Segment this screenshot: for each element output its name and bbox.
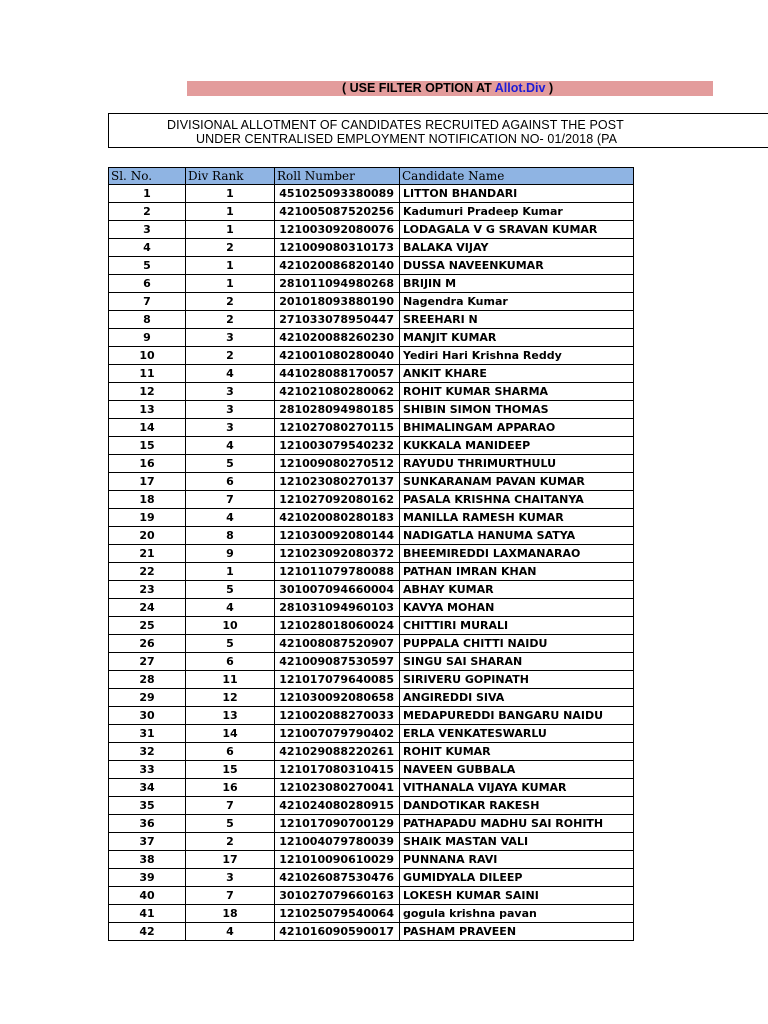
cell-sl-no: 11 <box>109 365 186 383</box>
table-row <box>109 617 634 635</box>
cell-sl-no: 4 <box>109 239 186 257</box>
cell-sl-no: 9 <box>109 329 186 347</box>
cell-candidate-name: BALAKA VIJAY <box>400 239 634 257</box>
cell-candidate-name: SHAIK MASTAN VALI <box>400 833 634 851</box>
cell-roll-number: 281011094980268 <box>275 275 400 293</box>
cell-roll-number: 421001080280040 <box>275 347 400 365</box>
cell-candidate-name: KAVYA MOHAN <box>400 599 634 617</box>
cell-candidate-name: DUSSA NAVEENKUMAR <box>400 257 634 275</box>
table-row <box>109 761 634 779</box>
cell-roll-number: 201018093880190 <box>275 293 400 311</box>
cell-roll-number: 421026087530476 <box>275 869 400 887</box>
cell-sl-no: 40 <box>109 887 186 905</box>
header-div-rank: Div Rank <box>186 168 275 185</box>
title-line-2: UNDER CENTRALISED EMPLOYMENT NOTIFICATION NO- 01/2018 (PA <box>196 132 618 146</box>
cell-sl-no: 16 <box>109 455 186 473</box>
cell-sl-no: 42 <box>109 923 186 941</box>
table-row <box>109 455 634 473</box>
cell-candidate-name: MEDAPUREDDI BANGARU NAIDU <box>400 707 634 725</box>
cell-roll-number: 121030092080144 <box>275 527 400 545</box>
cell-candidate-name: PASHAM PRAVEEN <box>400 923 634 941</box>
table-row <box>109 509 634 527</box>
cell-candidate-name: BHEEMIREDDI LAXMANARAO <box>400 545 634 563</box>
table-row <box>109 401 634 419</box>
cell-div-rank: 4 <box>186 365 275 383</box>
cell-roll-number: 421005087520256 <box>275 203 400 221</box>
cell-div-rank: 7 <box>186 887 275 905</box>
cell-candidate-name: Nagendra Kumar <box>400 293 634 311</box>
cell-div-rank: 2 <box>186 347 275 365</box>
table-row <box>109 671 634 689</box>
cell-candidate-name: PUPPALA CHITTI NAIDU <box>400 635 634 653</box>
cell-roll-number: 121023080270137 <box>275 473 400 491</box>
table-row <box>109 383 634 401</box>
cell-roll-number: 301027079660163 <box>275 887 400 905</box>
cell-sl-no: 26 <box>109 635 186 653</box>
cell-div-rank: 7 <box>186 491 275 509</box>
cell-roll-number: 121002088270033 <box>275 707 400 725</box>
cell-div-rank: 1 <box>186 203 275 221</box>
cell-div-rank: 2 <box>186 833 275 851</box>
table-row <box>109 581 634 599</box>
table-row <box>109 545 634 563</box>
table-row <box>109 473 634 491</box>
cell-sl-no: 37 <box>109 833 186 851</box>
cell-candidate-name: NAVEEN GUBBALA <box>400 761 634 779</box>
cell-candidate-name: BHIMALINGAM APPARAO <box>400 419 634 437</box>
cell-candidate-name: MANILLA RAMESH KUMAR <box>400 509 634 527</box>
table-row <box>109 221 634 239</box>
cell-candidate-name: Kadumuri Pradeep Kumar <box>400 203 634 221</box>
cell-candidate-name: LODAGALA V G SRAVAN KUMAR <box>400 221 634 239</box>
cell-div-rank: 12 <box>186 689 275 707</box>
filter-prefix: ( USE FILTER OPTION AT <box>342 81 495 95</box>
cell-candidate-name: ROHIT KUMAR <box>400 743 634 761</box>
cell-candidate-name: SUNKARANAM PAVAN KUMAR <box>400 473 634 491</box>
table-row <box>109 869 634 887</box>
cell-div-rank: 1 <box>186 257 275 275</box>
table-body <box>109 185 634 941</box>
cell-roll-number: 121017080310415 <box>275 761 400 779</box>
cell-roll-number: 121027080270115 <box>275 419 400 437</box>
cell-div-rank: 4 <box>186 923 275 941</box>
cell-div-rank: 17 <box>186 851 275 869</box>
cell-div-rank: 4 <box>186 599 275 617</box>
cell-roll-number: 281028094980185 <box>275 401 400 419</box>
cell-sl-no: 25 <box>109 617 186 635</box>
cell-div-rank: 5 <box>186 815 275 833</box>
cell-candidate-name: LOKESH KUMAR SAINI <box>400 887 634 905</box>
cell-roll-number: 121003079540232 <box>275 437 400 455</box>
cell-div-rank: 16 <box>186 779 275 797</box>
cell-div-rank: 2 <box>186 239 275 257</box>
cell-sl-no: 27 <box>109 653 186 671</box>
cell-sl-no: 7 <box>109 293 186 311</box>
cell-sl-no: 38 <box>109 851 186 869</box>
cell-sl-no: 8 <box>109 311 186 329</box>
cell-div-rank: 6 <box>186 743 275 761</box>
filter-banner <box>187 81 713 96</box>
cell-sl-no: 10 <box>109 347 186 365</box>
cell-sl-no: 35 <box>109 797 186 815</box>
cell-sl-no: 14 <box>109 419 186 437</box>
table-row <box>109 833 634 851</box>
cell-div-rank: 8 <box>186 527 275 545</box>
cell-roll-number: 301007094660004 <box>275 581 400 599</box>
cell-roll-number: 421009087530597 <box>275 653 400 671</box>
cell-sl-no: 21 <box>109 545 186 563</box>
cell-sl-no: 1 <box>109 185 186 203</box>
cell-div-rank: 1 <box>186 563 275 581</box>
cell-roll-number: 271033078950447 <box>275 311 400 329</box>
cell-candidate-name: SHIBIN SIMON THOMAS <box>400 401 634 419</box>
cell-sl-no: 18 <box>109 491 186 509</box>
table-row <box>109 257 634 275</box>
filter-suffix: ) <box>545 81 554 95</box>
cell-candidate-name: PATHAN IMRAN KHAN <box>400 563 634 581</box>
table-row <box>109 599 634 617</box>
cell-roll-number: 121025079540064 <box>275 905 400 923</box>
cell-div-rank: 5 <box>186 581 275 599</box>
cell-sl-no: 13 <box>109 401 186 419</box>
table-row <box>109 779 634 797</box>
cell-div-rank: 6 <box>186 653 275 671</box>
cell-candidate-name: KUKKALA MANIDEEP <box>400 437 634 455</box>
table-row <box>109 275 634 293</box>
cell-sl-no: 5 <box>109 257 186 275</box>
table-row <box>109 527 634 545</box>
table-row <box>109 635 634 653</box>
allotment-table <box>108 167 634 941</box>
table-header-row <box>109 168 634 185</box>
cell-div-rank: 6 <box>186 473 275 491</box>
cell-sl-no: 19 <box>109 509 186 527</box>
cell-candidate-name: GUMIDYALA DILEEP <box>400 869 634 887</box>
table-row <box>109 311 634 329</box>
cell-sl-no: 15 <box>109 437 186 455</box>
table-row <box>109 293 634 311</box>
cell-candidate-name: ANGIREDDI SIVA <box>400 689 634 707</box>
cell-roll-number: 421020088260230 <box>275 329 400 347</box>
cell-sl-no: 33 <box>109 761 186 779</box>
table-row <box>109 563 634 581</box>
cell-div-rank: 3 <box>186 419 275 437</box>
cell-sl-no: 31 <box>109 725 186 743</box>
cell-sl-no: 30 <box>109 707 186 725</box>
cell-roll-number: 451025093380089 <box>275 185 400 203</box>
header-sl-no: Sl. No. <box>109 168 186 185</box>
cell-roll-number: 121023080270041 <box>275 779 400 797</box>
cell-candidate-name: LITTON BHANDARI <box>400 185 634 203</box>
cell-div-rank: 11 <box>186 671 275 689</box>
table-row <box>109 797 634 815</box>
cell-roll-number: 121009080310173 <box>275 239 400 257</box>
table-row <box>109 887 634 905</box>
cell-div-rank: 1 <box>186 185 275 203</box>
cell-candidate-name: PUNNANA RAVI <box>400 851 634 869</box>
cell-div-rank: 3 <box>186 383 275 401</box>
table-row <box>109 815 634 833</box>
table-row <box>109 923 634 941</box>
table-row <box>109 491 634 509</box>
cell-roll-number: 121030092080658 <box>275 689 400 707</box>
cell-candidate-name: BRIJIN M <box>400 275 634 293</box>
cell-candidate-name: Yediri Hari Krishna Reddy <box>400 347 634 365</box>
cell-sl-no: 39 <box>109 869 186 887</box>
cell-roll-number: 421008087520907 <box>275 635 400 653</box>
cell-sl-no: 2 <box>109 203 186 221</box>
cell-roll-number: 421020086820140 <box>275 257 400 275</box>
cell-candidate-name: ROHIT KUMAR SHARMA <box>400 383 634 401</box>
cell-roll-number: 121011079780088 <box>275 563 400 581</box>
cell-sl-no: 6 <box>109 275 186 293</box>
cell-roll-number: 121003092080076 <box>275 221 400 239</box>
table-row <box>109 437 634 455</box>
table-row <box>109 239 634 257</box>
cell-candidate-name: MANJIT KUMAR <box>400 329 634 347</box>
cell-roll-number: 121017090700129 <box>275 815 400 833</box>
cell-candidate-name: CHITTIRI MURALI <box>400 617 634 635</box>
cell-candidate-name: VITHANALA VIJAYA KUMAR <box>400 779 634 797</box>
table-row <box>109 347 634 365</box>
cell-div-rank: 3 <box>186 401 275 419</box>
table-row <box>109 905 634 923</box>
cell-candidate-name: SREEHARI N <box>400 311 634 329</box>
table-row <box>109 851 634 869</box>
cell-roll-number: 121004079780039 <box>275 833 400 851</box>
table-row <box>109 653 634 671</box>
cell-roll-number: 121023092080372 <box>275 545 400 563</box>
table-row <box>109 743 634 761</box>
cell-div-rank: 1 <box>186 275 275 293</box>
table-row <box>109 365 634 383</box>
cell-div-rank: 9 <box>186 545 275 563</box>
table-row <box>109 203 634 221</box>
cell-sl-no: 17 <box>109 473 186 491</box>
cell-sl-no: 41 <box>109 905 186 923</box>
cell-div-rank: 10 <box>186 617 275 635</box>
cell-candidate-name: gogula krishna pavan <box>400 905 634 923</box>
cell-candidate-name: SIRIVERU GOPINATH <box>400 671 634 689</box>
cell-sl-no: 34 <box>109 779 186 797</box>
cell-div-rank: 2 <box>186 293 275 311</box>
cell-div-rank: 15 <box>186 761 275 779</box>
table-row <box>109 689 634 707</box>
cell-roll-number: 121010090610029 <box>275 851 400 869</box>
cell-roll-number: 421021080280062 <box>275 383 400 401</box>
cell-sl-no: 36 <box>109 815 186 833</box>
cell-sl-no: 24 <box>109 599 186 617</box>
cell-sl-no: 3 <box>109 221 186 239</box>
cell-div-rank: 7 <box>186 797 275 815</box>
cell-roll-number: 121017079640085 <box>275 671 400 689</box>
cell-candidate-name: PATHAPADU MADHU SAI ROHITH <box>400 815 634 833</box>
table-row <box>109 419 634 437</box>
cell-div-rank: 2 <box>186 311 275 329</box>
cell-div-rank: 14 <box>186 725 275 743</box>
cell-div-rank: 3 <box>186 329 275 347</box>
cell-roll-number: 421029088220261 <box>275 743 400 761</box>
cell-candidate-name: DANDOTIKAR RAKESH <box>400 797 634 815</box>
cell-roll-number: 441028088170057 <box>275 365 400 383</box>
cell-div-rank: 5 <box>186 635 275 653</box>
table-row <box>109 185 634 203</box>
cell-candidate-name: SINGU SAI SHARAN <box>400 653 634 671</box>
table-row <box>109 725 634 743</box>
cell-div-rank: 18 <box>186 905 275 923</box>
cell-div-rank: 5 <box>186 455 275 473</box>
cell-roll-number: 281031094960103 <box>275 599 400 617</box>
cell-roll-number: 121027092080162 <box>275 491 400 509</box>
cell-div-rank: 3 <box>186 869 275 887</box>
cell-div-rank: 13 <box>186 707 275 725</box>
cell-candidate-name: NADIGATLA HANUMA SATYA <box>400 527 634 545</box>
cell-candidate-name: RAYUDU THRIMURTHULU <box>400 455 634 473</box>
table-row <box>109 329 634 347</box>
table-row <box>109 707 634 725</box>
cell-candidate-name: ERLA VENKATESWARLU <box>400 725 634 743</box>
cell-div-rank: 1 <box>186 221 275 239</box>
header-roll-number: Roll Number <box>275 168 400 185</box>
cell-div-rank: 4 <box>186 509 275 527</box>
cell-sl-no: 12 <box>109 383 186 401</box>
allot-div-link[interactable]: Allot.Div <box>494 81 546 95</box>
document-title-box <box>108 113 768 148</box>
cell-roll-number: 121007079790402 <box>275 725 400 743</box>
cell-roll-number: 421016090590017 <box>275 923 400 941</box>
header-candidate-name: Candidate Name <box>400 168 634 185</box>
cell-candidate-name: PASALA KRISHNA CHAITANYA <box>400 491 634 509</box>
cell-candidate-name: ABHAY KUMAR <box>400 581 634 599</box>
cell-sl-no: 22 <box>109 563 186 581</box>
filter-instruction <box>342 81 553 96</box>
cell-sl-no: 23 <box>109 581 186 599</box>
cell-roll-number: 121009080270512 <box>275 455 400 473</box>
cell-sl-no: 29 <box>109 689 186 707</box>
cell-roll-number: 121028018060024 <box>275 617 400 635</box>
title-line-1: DIVISIONAL ALLOTMENT OF CANDIDATES RECRUITED AGAINST THE POST <box>167 118 624 132</box>
cell-sl-no: 20 <box>109 527 186 545</box>
cell-sl-no: 32 <box>109 743 186 761</box>
cell-div-rank: 4 <box>186 437 275 455</box>
cell-roll-number: 421020080280183 <box>275 509 400 527</box>
allotment-table-container <box>108 167 634 941</box>
cell-sl-no: 28 <box>109 671 186 689</box>
cell-roll-number: 421024080280915 <box>275 797 400 815</box>
cell-candidate-name: ANKIT KHARE <box>400 365 634 383</box>
